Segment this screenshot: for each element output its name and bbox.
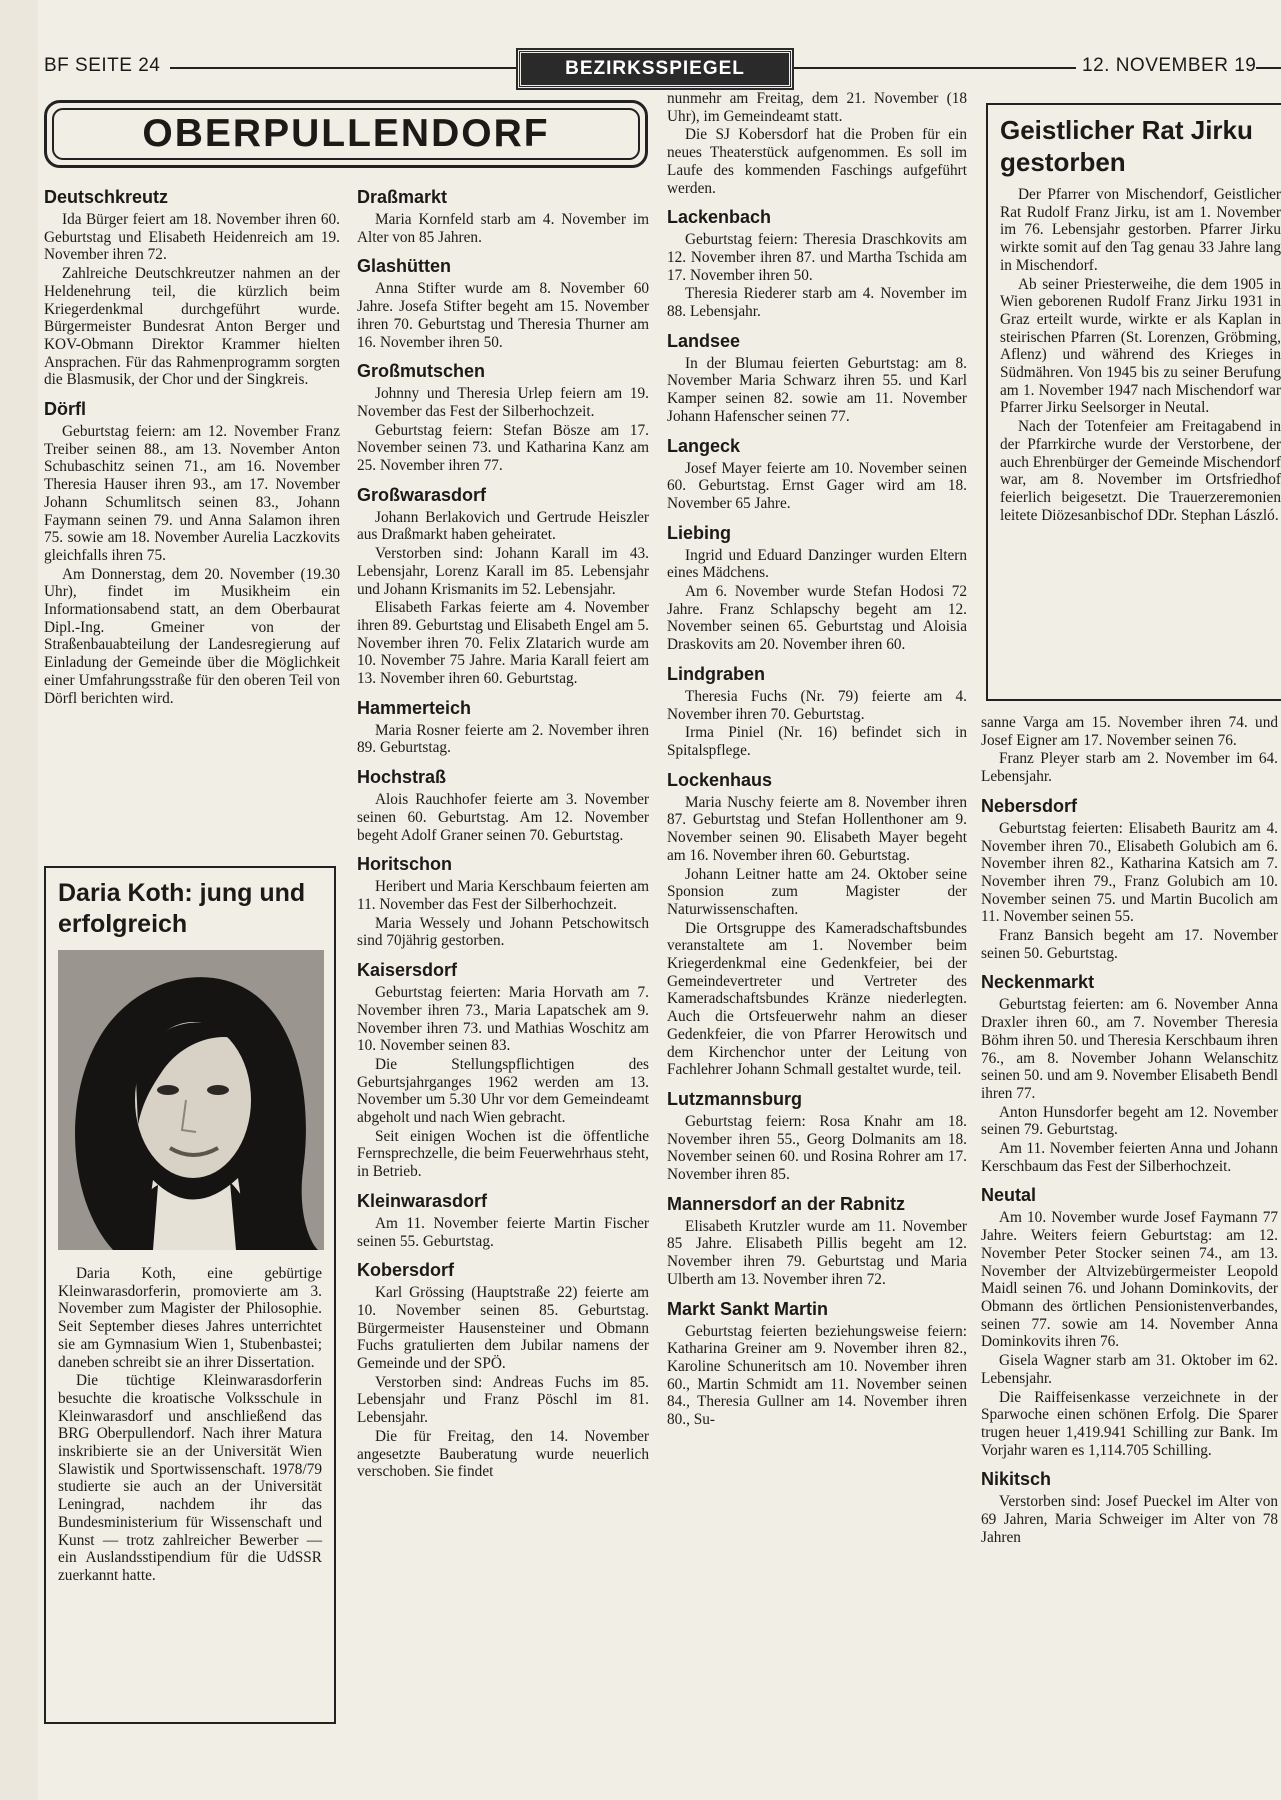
section-heading: Kleinwarasdorf [357, 1190, 488, 1211]
section-heading: Kobersdorf [357, 1260, 455, 1281]
news-item [667, 330, 967, 426]
paragraph: Gisela Wagner starb am 31. Oktober im 62. Lebensjahr. [981, 1352, 1278, 1387]
news-item [667, 769, 967, 1079]
news-item [667, 1088, 967, 1184]
section-heading: Markt Sankt Martin [667, 1298, 829, 1319]
section-heading: Hochstraß [357, 767, 447, 788]
column-3 [667, 90, 967, 1730]
news-item [667, 522, 967, 654]
feature-box-daria-koth [44, 866, 336, 1724]
paragraph: Die Ortsgruppe des Kameradschaftsbundes veranstaltete am 1. November beim Kriegerdenkmal eine Gedenkfeier, bei der Gemeindevertreter und Vertreter des Kameradschaftsbundes Kränze niederlegten. Auch die Ortsfeuerwehr nahm an dieser Gedenkfeier, die von Pfarrer Herowitsch und dem Kirchenchor unter der Leitung von Fachlehrer Johann Schmall gestaltet wurde, teil. [667, 919, 967, 1079]
paragraph: Geburtstag feierten: Elisabeth Bauritz am 4. November ihren 70., Elisabeth Golubich am 6. November ihren 82., Katharina Katsich am 7. November ihren 79., Franz Golubich am 10. November seinen 75. und Martin Bucolich am 11. November seinen 55. [981, 819, 1278, 926]
paragraph: Anton Hunsdorfer begeht am 12. November seinen 79. Geburtstag. [981, 1103, 1278, 1139]
paragraph: Anna Stifter wurde am 8. November 60 Jahre. Josefa Stifter begeht am 15. November ihren 70. Geburtstag und Theresia Thurner am 16. November ihren 50. [357, 280, 649, 351]
paragraph: Johnny und Theresia Urlep feiern am 19. November das Fest der Silberhochzeit. [357, 385, 649, 420]
feature-body [1000, 186, 1281, 524]
news-item [667, 90, 967, 197]
paragraph: Seit einigen Wochen ist die öffentliche Fernsprechzelle, die beim Feuerwehrhaus steht, in Betrieb. [357, 1127, 649, 1181]
section-heading: Lackenbach [667, 207, 772, 228]
paragraph: Ida Bürger feiert am 18. November ihren 60. Geburtstag und Elisabeth Heidenreich am 19. November ihren 72. [44, 211, 340, 264]
page-number: BF SEITE 24 [44, 55, 164, 77]
paragraph: Irma Piniel (Nr. 16) befindet sich in Spitalspflege. [667, 724, 967, 759]
news-item [357, 853, 649, 950]
paragraph: sanne Varga am 15. November ihren 74. und Josef Eigner am 17. November seinen 76. [981, 714, 1278, 749]
section-heading: Lockenhaus [667, 769, 773, 790]
section-heading: Glashütten [357, 256, 452, 277]
paragraph: In der Blumau feierten Geburtstag: am 8. November Maria Schwarz ihren 55. und Karl Kamper seinen 82. sowie am 11. November Johann Hafenscher seinen 77. [667, 354, 967, 425]
section-badge: BEZIRKSSPIEGEL [518, 50, 792, 88]
paragraph: Karl Grössing (Hauptstraße 22) feierte am 10. November seinen 85. Geburtstag. Bürgermeister Hausensteiner und Obmann Fuchs gratulierten dem Jubilar namens der Gemeinde und der SPÖ. [357, 1284, 649, 1373]
paragraph: Elisabeth Farkas feierte am 4. November ihren 89. Geburtstag und Elisabeth Engel am 5. November ihren 70. Felix Zlatarich wurde am 10. November 75 Jahre. Maria Karall feiert am 13. November ihren 60. Geburtstag. [357, 599, 649, 688]
paragraph: Theresia Fuchs (Nr. 79) feierte am 4. November ihren 70. Geburtstag. [667, 687, 967, 723]
news-item [44, 186, 340, 389]
news-item [357, 697, 649, 757]
section-heading: Großmutschen [357, 361, 486, 382]
news-item [357, 766, 649, 844]
column-1 [44, 186, 340, 846]
issue-date: 12. NOVEMBER 19 [1076, 55, 1256, 77]
section-heading: Horitschon [357, 854, 453, 875]
paragraph: Ab seiner Priesterweihe, die dem 1905 in Wien geborenen Rudolf Franz Jirku 1931 in Graz erteilt wurde, wirkte er als Kaplan in steirischen Pfarren (St. Lorenzen, Gröbming, Aflenz) und während des Krieges in Südmähren. Von 1945 bis zu seiner Berufung am 1. November 1947 nach Mischendorf war Pfarrer Jirku Seelsorger in Neutal. [1000, 275, 1281, 417]
news-item [357, 1190, 649, 1250]
paragraph: Josef Mayer feierte am 10. November seinen 60. Geburtstag. Ernst Gager wird am 18. November 65 Jahre. [667, 459, 967, 512]
paragraph: Geburtstag feiern: Rosa Knahr am 18. November ihren 55., Georg Dolmanits am 18. November seinen 60. und Rosina Rohrer am 17. November ihren 85. [667, 1112, 967, 1184]
paragraph: Am 11. November feierte Martin Fischer seinen 55. Geburtstag. [357, 1214, 649, 1250]
section-heading: Kaisersdorf [357, 960, 458, 981]
section-heading: Neutal [981, 1185, 1037, 1206]
feature-box-jirku [986, 103, 1281, 701]
paragraph: Geburtstag feierten: am 6. November Anna Draxler ihren 60., am 7. November Theresia Böhm ihren 50. und Theresia Kerschbaum ihren 76., am 8. November Johann Welanschitz seinen 50. und am 9. November Elisabeth Bendl ihren 77. [981, 996, 1278, 1102]
paragraph: Verstorben sind: Josef Pueckel im Alter von 69 Jahren, Maria Schweiger im Alter von 78 Jahren [981, 1493, 1278, 1546]
section-heading: Liebing [667, 522, 731, 543]
paragraph: Maria Rosner feierte am 2. November ihren 89. Geburtstag. [357, 721, 649, 757]
section-heading: Langeck [667, 435, 741, 456]
paragraph: Am 11. November feierten Anna und Johann Kerschbaum das Fest der Silberhochzeit. [981, 1140, 1278, 1175]
section-heading: Großwarasdorf [357, 484, 487, 505]
paragraph: Nach der Totenfeier am Freitagabend in der Pfarrkirche wurde der Verstorbene, der auch Ehrenbürger der Gemeinde Mischendorf war, am 8. November im Ortsfriedhof feierlich beigesetzt. Die Trauerzeremonien leitete Diözesanbischof DDr. Stephan László. [1000, 418, 1281, 524]
news-item [357, 186, 649, 246]
paragraph: Maria Kornfeld starb am 4. November im Alter von 85 Jahren. [357, 211, 649, 246]
section-heading: Nikitsch [981, 1469, 1052, 1490]
section-heading: Hammerteich [357, 697, 472, 718]
section-heading: Draßmarkt [357, 187, 448, 207]
feature-body [58, 1265, 322, 1585]
paragraph: Verstorben sind: Andreas Fuchs im 85. Lebensjahr und Franz Pöschl im 81. Lebensjahr. [357, 1373, 649, 1427]
paragraph: Heribert und Maria Kerschbaum feierten am 11. November das Fest der Silberhochzeit. [357, 878, 649, 913]
news-item [357, 484, 649, 688]
paragraph: Johann Berlakovich und Gertrude Heiszler aus Draßmarkt haben geheiratet. [357, 508, 649, 544]
paragraph: Die Raiffeisenkasse verzeichnete in der Sparwoche einen schönen Erfolg. Die Sparer trugen heuer 1,419.941 Schilling zur Bank. Im Vorjahr waren es 1,114.705 Schilling. [981, 1388, 1278, 1459]
section-heading: Lindgraben [667, 663, 765, 684]
news-item [44, 398, 340, 707]
paragraph: nunmehr am Freitag, dem 21. November (18 Uhr), im Gemeindeamt statt. [667, 90, 967, 125]
news-item [667, 206, 967, 321]
paragraph: Geburtstag feierten: Maria Horvath am 7. November ihren 73., Maria Lapatschek am 9. November ihren 73. und Mathias Woschitz am 10. November seinen 83. [357, 984, 649, 1055]
paragraph: Am 6. November wurde Stefan Hodosi 72 Jahre. Franz Schlapschy begeht am 12. November seinen 65. Geburtstag und Aloisia Draskovits am 20. November ihren 60. [667, 583, 967, 654]
paragraph: Die für Freitag, den 14. November angesetzte Bauberatung wurde neuerlich verschoben. Sie findet [357, 1427, 649, 1481]
paragraph: Johann Leitner hatte am 24. Oktober seine Sponsion zum Magister der Naturwissenschaften. [667, 865, 967, 918]
paragraph: Theresia Riederer starb am 4. November im 88. Lebensjahr. [667, 285, 967, 321]
feature-title: Daria Koth: jung und erfolgreich [58, 879, 306, 938]
paragraph: Geburtstag feierten beziehungsweise feiern: Katharina Greiner am 9. November ihren 82., Karoline Schuneritsch am 10. November ihren 60., Martin Schmidt am 11. November seinen 84., Theresia Gullner am 14. November ihren 80., Su- [667, 1322, 967, 1429]
paragraph: Verstorben sind: Johann Karall im 43. Lebensjahr, Lorenz Karall im 85. Lebensjahr und Johann Krismanits im 52. Lebensjahr. [357, 545, 649, 598]
news-item [667, 435, 967, 513]
news-item [981, 1468, 1278, 1546]
section-heading: Landsee [667, 330, 741, 351]
news-item [667, 663, 967, 760]
paragraph: Geburtstag feiern: am 12. November Franz Treiber seinen 88., am 13. November Anton Schubaschitz seinen 71., am 16. November Theresia Hauser ihren 93., am 17. November Johann Schumlitsch seinen 83., Johann Faymann seinen 79. und Anna Salamon ihren 75. sowie am 18. November Aurelia Laczkovits gleichfalls ihren 75. [44, 423, 340, 564]
portrait-photo [58, 950, 324, 1250]
news-item [357, 255, 649, 351]
news-item [667, 1193, 967, 1289]
section-heading: Nebersdorf [981, 795, 1078, 816]
paragraph: Alois Rauchhofer feierte am 3. November seinen 60. Geburtstag. Am 12. November begeht Adolf Graner seinen 70. Geburtstag. [357, 791, 649, 844]
news-item [981, 795, 1278, 963]
news-item [357, 1259, 649, 1481]
paragraph: Franz Bansich begeht am 17. November seinen 50. Geburtstag. [981, 927, 1278, 962]
news-item [981, 971, 1278, 1175]
paragraph: Geburtstag feiern: Stefan Bösze am 17. November seinen 73. und Katharina Kanz am 25. November ihren 77. [357, 421, 649, 475]
paragraph: Ingrid und Eduard Danzinger wurden Eltern eines Mädchens. [667, 546, 967, 582]
column-2 [357, 186, 649, 1726]
section-heading: Lutzmannsburg [667, 1088, 802, 1109]
column-4 [981, 714, 1278, 1774]
page-gutter [0, 0, 38, 1800]
paragraph: Der Pfarrer von Mischendorf, Geistlicher Rat Rudolf Franz Jirku, ist am 1. November im 76. Lebensjahr gestorben. Pfarrer Jirku wirkte somit auf den Tag genau 33 Jahre lang in Mischendorf. [1000, 186, 1281, 274]
paragraph: Geburtstag feiern: Theresia Draschkovits am 12. November ihren 87. und Martha Tschida am 17. November ihren 50. [667, 231, 967, 284]
news-item [357, 360, 649, 475]
section-heading: Neckenmarkt [981, 972, 1095, 993]
paragraph: Die Stellungspflichtigen des Geburtsjahrganges 1962 werden am 13. November um 5.30 Uhr vor dem Gemeindeamt abgeholt und nach Wien gebracht. [357, 1055, 649, 1127]
paragraph: Am 10. November wurde Josef Faymann 77 Jahre. Weiters feiern Geburtstag: am 12. November Peter Stocker seinen 74., am 13. November der Altvizebürgermeister Leopold Maidl seinen 76. und Johann Dominkovits, der Obmann des örtlichen Pensionistenverbandes, seinen 77. sowie am 14. November Anna Dominkovits ihren 76. [981, 1209, 1278, 1351]
news-item [357, 959, 649, 1181]
paragraph: Franz Pleyer starb am 2. November im 64. Lebensjahr. [981, 750, 1278, 786]
paragraph: Die SJ Kobersdorf hat die Proben für ein neues Theaterstück aufgenommen. Es soll im Laufe des kommenden Faschings aufgeführt werden. [667, 126, 967, 197]
news-item [667, 1298, 967, 1429]
section-heading: Mannersdorf an der Rabnitz [667, 1193, 906, 1214]
paragraph: Elisabeth Krutzler wurde am 11. November 85 Jahre. Elisabeth Pillis begeht am 12. November ihren 79. Geburtstag und Maria Ulberth am 13. November ihren 72. [667, 1217, 967, 1288]
paragraph: Am Donnerstag, dem 20. November (19.30 Uhr), findet im Musikheim ein Informationsabend statt, an dem Oberbaurat Dipl.-Ing. Gmeiner von der Straßenbauabteilung der Landesregierung auf Einladung der Gemeinde über die Möglichkeit einer Umfahrungsstraße für den oberen Teil von Dörfl berichten wird. [44, 565, 340, 707]
district-masthead [44, 100, 648, 168]
feature-title: Geistlicher Rat Jirku gestorben [1000, 115, 1253, 177]
district-title: OBERPULLENDORF [142, 112, 550, 155]
paragraph: Die tüchtige Kleinwarasdorferin besuchte die kroatische Volksschule in Kleinwarasdorf und anschließend das BRG Oberpullendorf. Nach ihrer Matura inskribierte sie an der Universität Wien Slawistik und Sportwissenschaft. 1978/79 studierte sie auch an der Universität Leningrad, nachdem ihr das Bundesministerium für Wissenschaft und Kunst — trotz zahlreicher Bewerber — ein Auslandsstipendium für die UdSSR zuerkannt hatte. [58, 1372, 322, 1584]
section-heading: Deutschkreutz [44, 187, 169, 207]
news-item [981, 1184, 1278, 1459]
paragraph: Maria Wessely und Johann Petschowitsch sind 70jährig gestorben. [357, 914, 649, 950]
section-heading: Dörfl [44, 399, 86, 420]
news-item [981, 714, 1278, 786]
paragraph: Zahlreiche Deutschkreutzer nahmen an der Heldenehrung teil, die kürzlich beim Kriegerdenkmal durchgeführt wurde. Bürgermeister Bundesrat Anton Berger und KOV-Obmann Direktor Krammer hielten Ansprachen. Für das Rahmenprogramm sorgten die Blasmusik, der Chor und der Singkreis. [44, 265, 340, 389]
paragraph: Daria Koth, eine gebürtige Kleinwarasdorferin, promovierte am 3. November zum Magister der Philosophie. Seit September dieses Jahres unterrichtet sie am Gymnasium Wien 1, Stubenbastei; daneben schreibt sie an ihrer Dissertation. [58, 1265, 322, 1371]
paragraph: Maria Nuschy feierte am 8. November ihren 87. Geburtstag und Stefan Hollenthoner am 9. November seinen 90. Elisabeth Mayer begeht am 16. November ihren 60. Geburtstag. [667, 793, 967, 864]
